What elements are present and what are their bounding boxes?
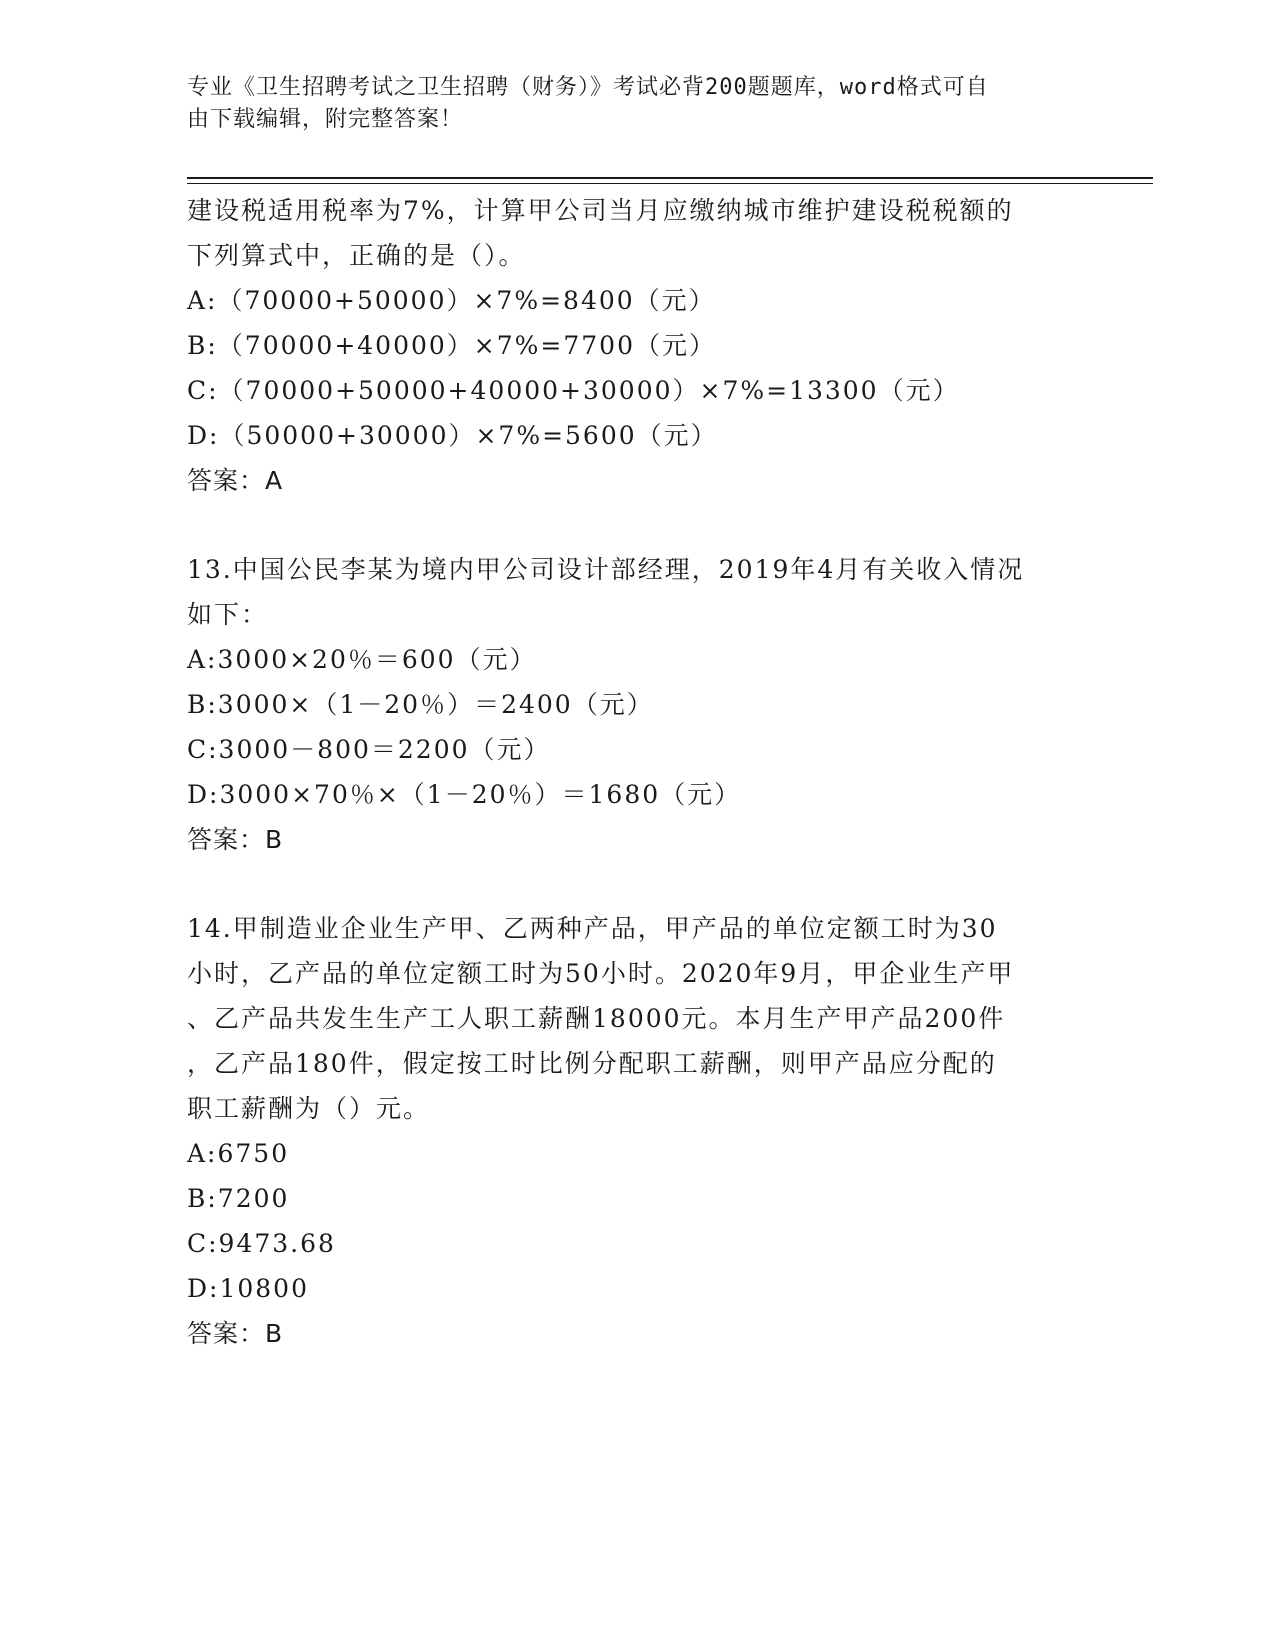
option-b: B:3000×（1－20％）＝2400（元）: [187, 690, 654, 719]
question-text-line: 14.甲制造业企业生产甲、乙两种产品，甲产品的单位定额工时为30: [187, 914, 998, 943]
option-d: D:（50000+30000）×7%=5600（元）: [187, 421, 718, 450]
option-b: B:7200: [187, 1184, 290, 1213]
option-c: C:3000－800＝2200（元）: [187, 735, 551, 764]
question-list: [187, 188, 1087, 1356]
header-divider-thick: [187, 177, 1153, 179]
question-text-line: 13.中国公民李某为境内甲公司设计部经理，2019年4月有关收入情况: [187, 555, 1025, 584]
option-b: B:（70000+40000）×7%=7700（元）: [187, 331, 716, 360]
question-text-line: 、乙产品共发生生产工人职工薪酬18000元。本月生产甲产品200件: [187, 1004, 1006, 1033]
question-text-line: ，乙产品180件，假定按工时比例分配职工薪酬，则甲产品应分配的: [187, 1049, 997, 1078]
question-13: [187, 547, 1087, 862]
option-a: A:6750: [187, 1139, 290, 1168]
question-12: [187, 188, 1087, 503]
header-line-1: 专业《卫生招聘考试之卫生招聘（财务）》考试必背200题题库，word格式可自: [187, 75, 989, 100]
question-14: [187, 906, 1087, 1356]
question-spacer: [187, 503, 1087, 547]
option-c: C:9473.68: [187, 1229, 336, 1258]
question-text-line: 如下：: [187, 600, 269, 629]
answer: 答案：B: [187, 825, 284, 854]
option-c: C:（70000+50000+40000+30000）×7%=13300（元）: [187, 376, 960, 405]
document-header: [187, 72, 1087, 136]
question-text-line: 职工薪酬为（）元。: [187, 1094, 431, 1123]
answer: 答案：B: [187, 1319, 284, 1348]
question-text-line: 下列算式中，正确的是（）。: [187, 241, 526, 270]
header-divider-thin: [187, 183, 1153, 184]
option-a: A:（70000+50000）×7%=8400（元）: [187, 286, 716, 315]
option-d: D:10800: [187, 1274, 309, 1303]
option-a: A:3000×20％＝600（元）: [187, 645, 537, 674]
header-line-2: 由下载编辑，附完整答案！: [187, 107, 464, 132]
option-d: D:3000×70％×（1－20％）＝1680（元）: [187, 780, 742, 809]
answer: 答案：A: [187, 466, 284, 495]
question-text-line: 建设税适用税率为7%，计算甲公司当月应缴纳城市维护建设税税额的: [187, 196, 1014, 225]
question-text-line: 小时，乙产品的单位定额工时为50小时。2020年9月，甲企业生产甲: [187, 959, 1015, 988]
question-spacer: [187, 862, 1087, 906]
